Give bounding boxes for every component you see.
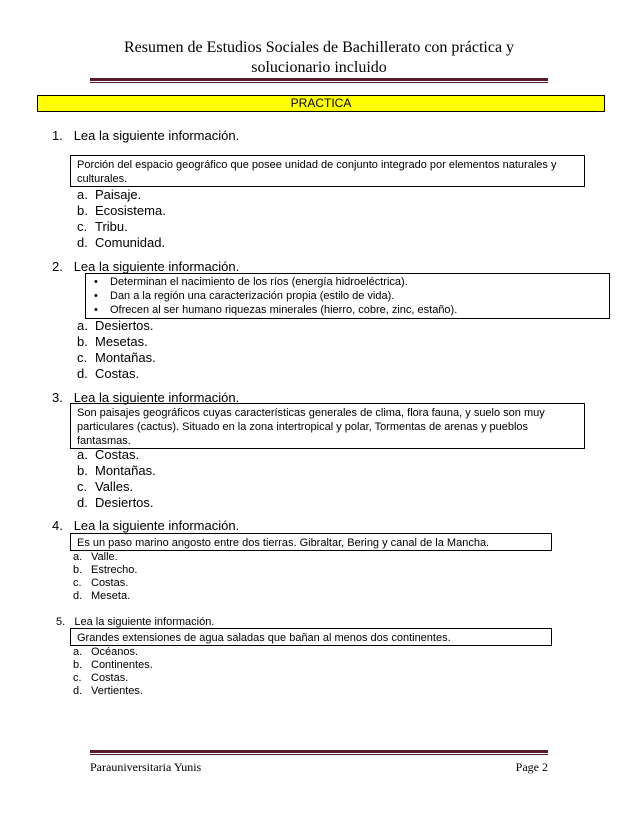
question-1-prompt [52,128,239,144]
option-item[interactable]: b. Continentes. [73,659,153,671]
info-bullet: • Dan a la región una caracterización propia (estilo de vida). [110,289,603,303]
footer-rule [90,750,548,755]
option-item[interactable]: a. Valle. [73,551,118,563]
question-2-info-box [85,273,610,319]
question-1-options [77,187,166,251]
option-item[interactable]: d. Meseta. [73,590,131,602]
footer-left-text: Parauniversitaria Yunis [90,760,202,774]
info-line: Grandes extensiones de agua saladas que bañan al menos dos continentes. [77,632,451,644]
question-text: Lea la siguiente información. [73,259,240,274]
question-5-info-box [70,628,552,646]
section-title-banner: PRACTICA [37,95,605,112]
info-line: Es un paso marino angosto entre dos tierras. Gibraltar, Bering y canal de la Mancha. [77,537,490,549]
question-number: 5. [56,616,66,628]
option-item[interactable]: d. Comunidad. [77,235,166,250]
question-number: 4. [52,518,63,533]
option-item[interactable]: c. Montañas. [77,350,156,365]
question-text: Lea la siguiente información. [73,518,240,533]
info-line: Son paisajes geográficos cuyas características generales de clima, flora fauna, y suelo son muy [77,407,545,419]
question-text: Lea la siguiente información. [73,390,240,405]
info-line: fantasmas. [77,435,131,447]
option-item[interactable]: c. Costas. [73,672,129,684]
option-item[interactable]: b. Mesetas. [77,334,148,349]
question-number: 1. [52,128,63,143]
info-line: culturales. [77,173,128,185]
option-item[interactable]: b. Estrecho. [73,564,138,576]
page-header-title [90,38,548,78]
question-5-prompt [56,615,214,629]
option-item[interactable]: d. Desiertos. [77,495,154,510]
question-3-options [77,447,156,511]
header-title-line-1: Resumen de Estudios Sociales de Bachillerato con práctica y [123,39,515,56]
question-4-options [73,551,137,603]
option-item[interactable]: c. Tribu. [77,219,128,234]
question-text: Lea la siguiente información. [73,128,240,143]
option-item[interactable]: c. Valles. [77,479,134,494]
option-item[interactable]: a. Costas. [77,447,140,462]
question-1-info-box [70,155,585,187]
option-item[interactable]: a. Desiertos. [77,318,154,333]
question-5-options [73,646,153,698]
option-item[interactable]: b. Ecosistema. [77,203,166,218]
option-item[interactable]: d. Costas. [77,366,140,381]
option-item[interactable]: b. Montañas. [77,463,156,478]
option-item[interactable]: a. Océanos. [73,646,139,658]
question-2-options [77,318,156,382]
question-4-prompt [52,518,239,534]
option-item[interactable]: a. Paisaje. [77,187,142,202]
question-number: 3. [52,390,63,405]
info-bullet: • Determinan el nacimiento de los ríos (energía hidroeléctrica). [110,275,603,289]
question-4-info-box [70,533,552,551]
option-item[interactable]: c. Costas. [73,577,129,589]
question-text: Lea la siguiente información. [74,616,215,628]
option-item[interactable]: d. Vertientes. [73,685,143,697]
page-number: Page 2 [515,760,548,774]
header-title-line-2: solucionario incluido [251,59,387,76]
info-line: particulares (cactus). Situado en la zona intertropical y polar, Tormentas de arenas y pueblos [77,421,529,433]
question-3-info-box [70,403,585,449]
header-rule [90,78,548,83]
info-bullet: • Ofrecen al ser humano riquezas minerales (hierro, cobre, zinc, estaño). [110,303,603,317]
info-line: Porción del espacio geográfico que posee unidad de conjunto integrado por elementos naturales y [77,159,557,171]
question-number: 2. [52,259,63,274]
